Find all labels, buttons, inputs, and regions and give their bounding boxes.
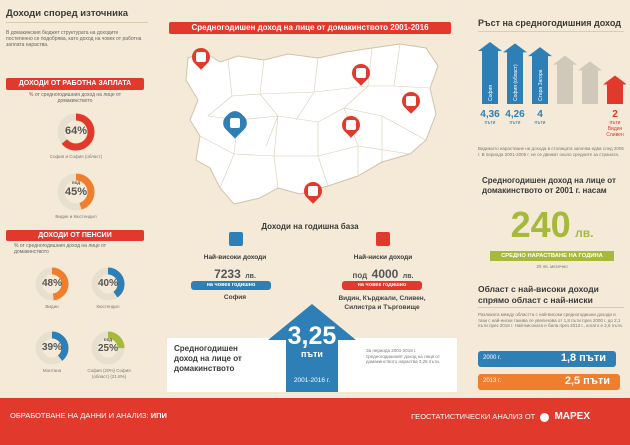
high-value: 7233 xyxy=(214,267,241,281)
growth-unit: пъти xyxy=(301,349,323,359)
divider xyxy=(478,31,624,32)
globe-icon xyxy=(540,413,549,422)
left-title: Доходи според източника xyxy=(6,8,129,19)
growth-bar-unit: пъти xyxy=(609,120,621,126)
growth-period: 2001-2016 г. xyxy=(293,377,331,384)
growth-bar-unit: пъти xyxy=(534,120,546,126)
salary-donut-1 xyxy=(56,112,96,152)
growth-bar-value: 4 xyxy=(537,109,543,120)
ratio-note: Разликата между областта с най-високи средногодишни доходи и тази с най-ниски такива се увеличава от 1,8 пъти през 2000 г. до 2,1 пъти през 2015 г. Най-високата е била през 2013 г., когато е 2,5 пъти. xyxy=(478,312,623,328)
footer xyxy=(0,398,630,445)
since-value-row xyxy=(482,204,622,246)
ratio-row-2013 xyxy=(478,374,620,390)
growth-bar-value: 2 xyxy=(612,109,618,120)
low-place: Видин, Кърджали, Сливен, Силистра и Търговище xyxy=(338,295,426,311)
donut-caption: Видин и Кюстендил xyxy=(55,214,97,219)
money-icon xyxy=(229,232,243,246)
growth-bar-unit: пъти xyxy=(484,120,496,126)
since-value: 240 xyxy=(510,204,571,245)
growth-bar xyxy=(553,56,577,104)
donut-value: 25% xyxy=(97,343,118,354)
donut-value: 64% xyxy=(64,125,88,137)
left-intro: В домакинския бюджет структурата на доходите постепенно се подобрява, като доход на човек от работна заплата нараства. xyxy=(6,30,142,48)
donut-value: 39% xyxy=(41,342,62,353)
since-bar: СРЕДНО НАРАСТВАНЕ НА ГОДИНА xyxy=(490,251,614,261)
salary-header: ДОХОДИ ОТ РАБОТНА ЗАПЛАТА xyxy=(6,78,144,90)
right-growth-title: Ръст на средногодишния доход xyxy=(478,18,621,28)
pension-donut-4 xyxy=(90,330,126,366)
divider xyxy=(6,22,148,23)
donut-value: 40% xyxy=(97,278,118,289)
growth-bar xyxy=(528,47,552,126)
pension-subtitle: % от средногодишния доход на лице от домакинството xyxy=(14,243,106,255)
footer-right-brand: МАРЕХ xyxy=(554,411,590,422)
growth-bar xyxy=(603,76,626,138)
ratio-row-2000 xyxy=(478,351,616,367)
donut-caption: Кюстендил xyxy=(96,304,120,309)
high-place: София xyxy=(223,294,247,301)
since-unit: лв. xyxy=(575,226,594,240)
ratio-value: 2,5 пъти xyxy=(564,375,610,387)
donut-caption: Монтана xyxy=(42,368,62,373)
growth-bar-name: София (област) xyxy=(513,64,519,101)
growth-bar xyxy=(578,61,602,104)
low-label: Най-ниски доходи xyxy=(353,254,413,261)
growth-bar-name: Стара Загора xyxy=(538,69,544,101)
growth-bars xyxy=(476,34,626,144)
high-label: Най-високи доходи xyxy=(203,254,267,261)
high-per: на човек годишно xyxy=(191,281,271,290)
growth-bar xyxy=(478,42,502,126)
low-unit: лв. xyxy=(402,273,414,280)
salary-donut-2 xyxy=(56,172,96,212)
growth-bar-arrow xyxy=(603,76,626,104)
ratio-value: 1,8 пъти xyxy=(560,352,606,364)
footer-left-label: ОБРАБОТВАНЕ НА ДАННИ И АНАЛИЗ: xyxy=(10,411,149,420)
growth-bar-unit: Видин xyxy=(607,126,623,132)
low-prefix: под xyxy=(352,271,368,280)
base-title: Доходи на годишна база xyxy=(261,222,359,231)
growth-bar-arrow xyxy=(578,61,602,104)
high-unit: лв. xyxy=(245,273,256,280)
donut-value: 45% xyxy=(64,186,88,198)
footer-left xyxy=(10,411,167,420)
donut-caption: София (20%) София (област) (21.8%) xyxy=(87,368,131,379)
under-badge: под xyxy=(71,180,81,185)
growth-value: 3,25 xyxy=(287,322,337,350)
under-badge: под xyxy=(103,337,113,342)
footer-left-brand: ИПИ xyxy=(150,411,167,420)
ratio-year: 2013 г. xyxy=(483,378,502,384)
growth-bars-note: Видимото нарастване на дохода в столицата започва едва след 2005 г. В периода 2001-2005 г. не се движат около средните за страната. xyxy=(478,146,624,157)
left-panel xyxy=(6,8,148,48)
footer-right-label: ГЕОСТАТИСТИЧЕСКИ АНАЛИЗ ОТ xyxy=(411,412,536,421)
pension-donut-2 xyxy=(90,266,126,302)
salary-subtitle: % от средногодишния доход на лице от домакинството xyxy=(29,92,121,104)
growth-bar-value: 4,26 xyxy=(505,109,525,120)
growth-bar-unit: Сливен xyxy=(606,132,624,138)
donut-caption: Видин xyxy=(45,304,59,309)
since-note: 20 лв. месечно xyxy=(536,264,568,269)
footer-right xyxy=(411,411,590,422)
pension-header: ДОХОДИ ОТ ПЕНСИИ xyxy=(6,230,144,241)
growth-note: За периода 2001-2016 г. средногодишният доход на лице от домакинството нараства 3,25 пъти. xyxy=(366,348,440,364)
money-icon xyxy=(376,232,390,246)
growth-bar-arrow xyxy=(553,56,577,104)
ratio-title: Област с най-високи доходи спрямо област с най-ниски xyxy=(478,284,599,305)
growth-bar-name: София xyxy=(488,84,494,101)
since-title: Средногодишен доход на лице от домакинството от 2001 г. насам xyxy=(482,176,616,195)
donut-value: 48% xyxy=(41,278,62,289)
low-per: на човек годишно xyxy=(342,281,422,290)
growth-bar-value: 4,36 xyxy=(480,109,500,120)
ratio-year: 2000 г. xyxy=(483,355,502,361)
divider xyxy=(478,307,624,308)
pension-donut-1 xyxy=(34,266,70,302)
growth-bar xyxy=(503,43,527,126)
low-value: 4000 xyxy=(371,267,399,281)
growth-bar-unit: пъти xyxy=(509,120,521,126)
center-title: Средногодишен доход на лице от домакинството 2001-2016 xyxy=(169,22,451,34)
donut-caption: София и София (област) xyxy=(49,154,103,159)
growth-label: Средногодишен доход на лице от домакинството xyxy=(174,344,242,373)
pension-donut-3 xyxy=(34,330,70,366)
